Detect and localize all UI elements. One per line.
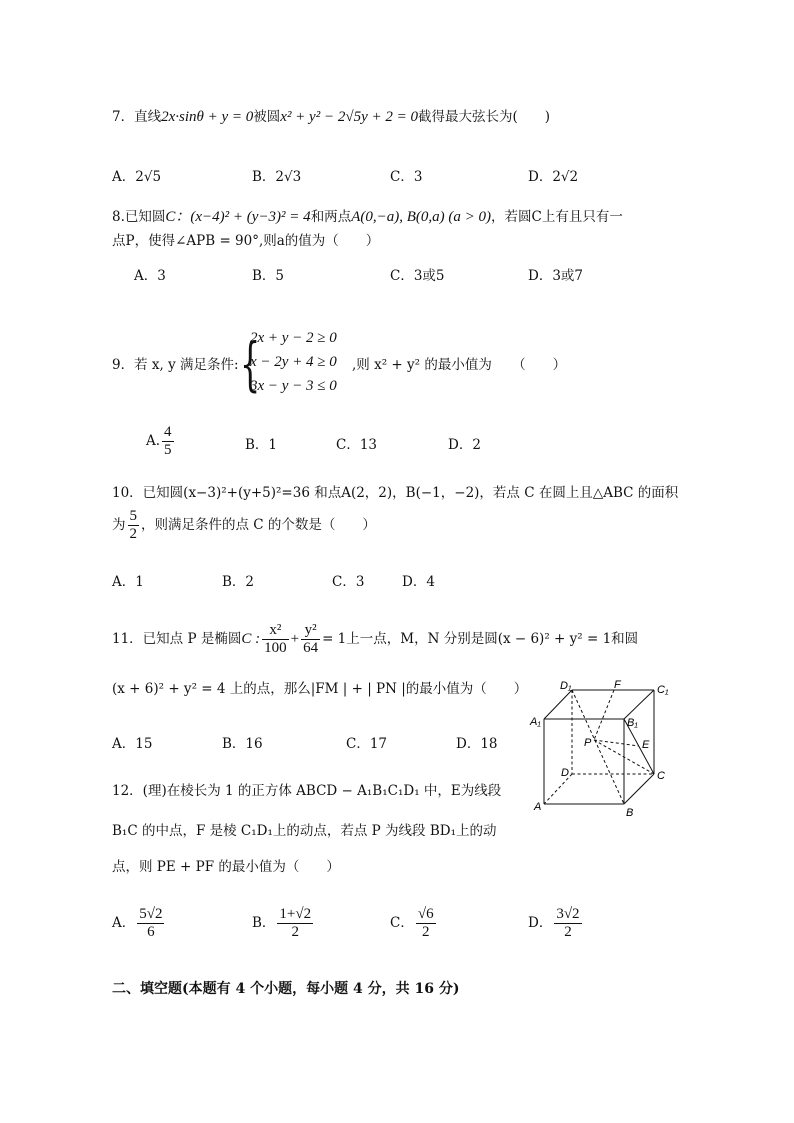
segment-pf xyxy=(594,690,614,740)
q7-text-end: 截得最大弦长为( ) xyxy=(417,109,551,125)
q7-option-a[interactable]: A．2√5 xyxy=(112,169,162,185)
numerator: √6 xyxy=(417,906,434,922)
numerator: x² xyxy=(262,622,289,640)
numerator: y² xyxy=(301,622,320,640)
q8-option-b[interactable]: B．5 xyxy=(252,268,285,284)
q11-option-b[interactable]: B．16 xyxy=(222,736,263,752)
denominator: 2 xyxy=(421,924,430,940)
q10-text: 为 xyxy=(112,517,126,533)
q11-fraction-y xyxy=(301,622,320,657)
q11-option-d[interactable]: D．18 xyxy=(456,736,498,752)
denominator: 2 xyxy=(291,924,300,940)
q10-option-b[interactable]: B．2 xyxy=(222,574,255,590)
q11-line1 xyxy=(112,622,638,657)
q7-circle-expr: x² + y² − 2√5y + 2 = 0 xyxy=(280,109,418,125)
label-e: E xyxy=(642,739,650,751)
q9-constraint-1: 2x + y − 2 ≥ 0 xyxy=(250,330,337,346)
numerator: 4 xyxy=(164,424,172,440)
q9-option-a[interactable] xyxy=(146,424,176,459)
q12-option-c-fraction xyxy=(416,906,436,941)
q8-option-c[interactable]: C．3或5 xyxy=(390,268,445,284)
q7-option-c[interactable]: C．3 xyxy=(390,169,423,185)
q7-option-b[interactable]: B．2√3 xyxy=(252,169,302,185)
q8-text-end: ，若圆C上有且只有一 xyxy=(490,209,623,225)
q12-option-c-label: C． xyxy=(390,915,414,931)
q12-line1: 12．(理)在棱长为 1 的正方体 ABCD − A₁B₁C₁D₁ 中，E为线段 xyxy=(112,783,502,799)
q12-line2: B₁C 的中点，F 是棱 C₁D₁上的动点，若点 P 为线段 BD₁上的动 xyxy=(112,823,497,839)
q10-option-d[interactable]: D．4 xyxy=(402,574,435,590)
q12-option-c[interactable] xyxy=(390,906,438,941)
label-b: B xyxy=(626,807,634,819)
q12-option-b-fraction xyxy=(277,906,313,941)
denominator: 64 xyxy=(303,640,319,656)
label-p: P xyxy=(584,737,592,749)
q10-line2 xyxy=(112,508,376,543)
brace-symbol: { xyxy=(240,330,261,398)
q11-ellipse-name: C : xyxy=(241,631,261,647)
denominator: 5 xyxy=(164,442,172,458)
q9-constraint-2: x − 2y + 4 ≥ 0 xyxy=(250,354,337,370)
q12-option-d-fraction xyxy=(554,906,581,941)
cube-figure xyxy=(528,676,678,822)
q11-fraction-x xyxy=(262,622,289,657)
segment-pe xyxy=(594,740,639,746)
q9-constraint-3: 3x − y − 3 ≤ 0 xyxy=(250,378,337,394)
q7-option-d[interactable]: D．2√2 xyxy=(528,169,579,185)
plus-sign: + xyxy=(290,631,300,647)
q8-text: 和两点 xyxy=(310,209,352,225)
label-b1: B₁ xyxy=(627,717,638,729)
q11-label: 11．已知点 P 是椭圆 xyxy=(112,631,242,647)
q8-option-d[interactable]: D．3或7 xyxy=(528,268,584,284)
q12-line3: 点，则 PE + PF 的最小值为（ ） xyxy=(112,859,340,875)
edge-cb xyxy=(624,774,654,804)
denominator: 6 xyxy=(147,924,155,940)
segment-bd1 xyxy=(572,690,624,804)
q7-line-expr: 2x·sinθ + y = 0 xyxy=(161,109,254,125)
q8-line2: 点P，使得∠APB = 90°,则a的值为（ ） xyxy=(112,233,380,249)
q8-option-a[interactable]: A．3 xyxy=(134,268,166,284)
q12-option-d-label: D． xyxy=(528,915,553,931)
q10-option-c[interactable]: C．3 xyxy=(332,574,365,590)
q12-option-b[interactable] xyxy=(252,906,315,941)
q8-line1 xyxy=(112,208,623,226)
q12-option-a-fraction xyxy=(137,906,164,941)
q8-label: 8.已知圆 xyxy=(112,209,166,225)
numerator: 5√2 xyxy=(139,906,163,922)
label-a: A xyxy=(534,801,542,813)
numerator: 1+√2 xyxy=(279,906,312,922)
q10-option-a[interactable]: A．1 xyxy=(112,574,144,590)
label-c1: C₁ xyxy=(657,684,669,696)
label-c: C xyxy=(657,770,665,782)
edge-a1d1 xyxy=(544,690,572,719)
q9-stem-b: ,则 x² + y² 的最小值为 （ ） xyxy=(352,357,567,373)
section-2-heading: 二、填空题(本题有 4 个小题，每小题 4 分，共 16 分) xyxy=(112,981,460,997)
q9-option-b[interactable]: B．1 xyxy=(245,437,278,453)
label-a1: A₁ xyxy=(530,716,541,728)
q9-option-a-fraction xyxy=(162,424,174,459)
q9-option-a-label: A. xyxy=(146,433,161,449)
q12-option-a[interactable] xyxy=(112,906,166,941)
q11-option-c[interactable]: C．17 xyxy=(346,736,388,752)
label-f: F xyxy=(614,679,621,691)
q9-option-c[interactable]: C．13 xyxy=(336,437,378,453)
q8-points-expr: A(0,−a), B(0,a) (a > 0) xyxy=(351,209,491,225)
denominator: 2 xyxy=(564,924,572,940)
q9-option-d[interactable]: D．2 xyxy=(448,437,481,453)
q8-circle-expr: C：(x−4)² + (y−3)² = 4 xyxy=(165,209,311,225)
q9-stem-a: 9．若 x, y 满足条件: xyxy=(112,357,239,373)
q7-stem xyxy=(112,108,550,126)
label-d: D xyxy=(561,767,569,779)
q10-fraction xyxy=(128,508,140,543)
q12-option-b-label: B． xyxy=(252,915,276,931)
q10-line1: 10．已知圆(x−3)²+(y+5)²=36 和点A(2，2)，B(−1，−2)，若点 C 在圆上且△ABC 的面积 xyxy=(112,485,679,501)
numerator: 3√2 xyxy=(556,906,580,922)
q11-line2: (x + 6)² + y² = 4 上的点，那么|FM | + | PN |的最小值为（ ） xyxy=(112,681,528,697)
numerator: 5 xyxy=(129,508,137,524)
q12-option-d[interactable] xyxy=(528,906,584,941)
edge-c1b1 xyxy=(624,690,654,719)
denominator: 100 xyxy=(264,640,287,656)
q11-text-end: = 1上一点，M，N 分别是圆(x − 6)² + y² = 1和圆 xyxy=(322,631,639,647)
q9-system xyxy=(240,328,350,400)
denominator: 2 xyxy=(129,526,137,542)
q7-label: 7．直线 xyxy=(112,109,162,125)
q11-option-a[interactable]: A．15 xyxy=(112,736,153,752)
label-d1: D₁ xyxy=(560,680,572,692)
q12-option-a-label: A． xyxy=(112,915,136,931)
q7-text: 被圆 xyxy=(253,109,281,125)
q10-text-end: ，则满足条件的点 C 的个数是（ ） xyxy=(141,517,376,533)
